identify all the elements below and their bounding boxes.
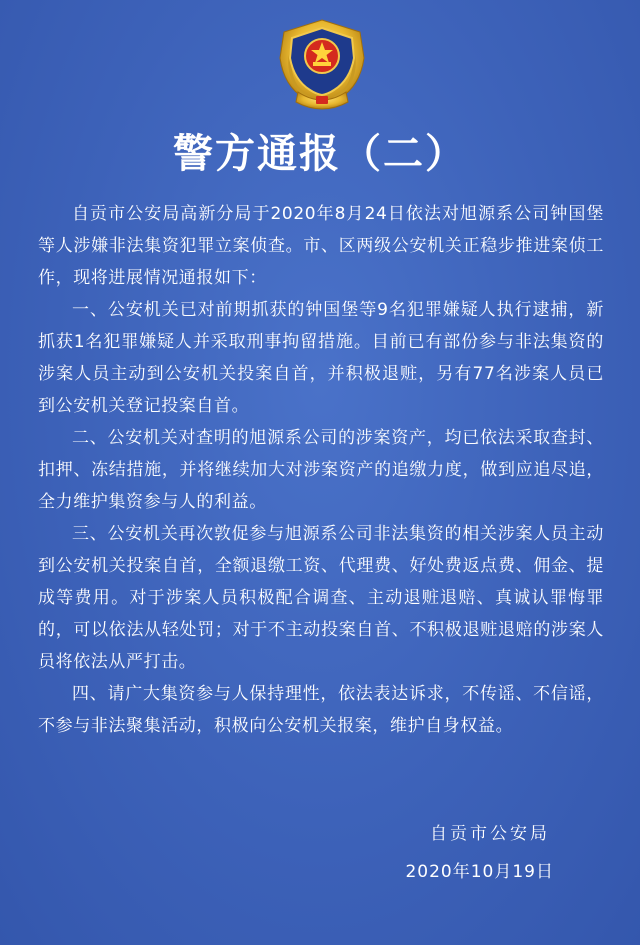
paragraph-item-4: 四、请广大集资参与人保持理性，依法表达诉求，不传谣、不信谣，不参与非法聚集活动，积极向公安机关报案，维护自身权益。 [38, 684, 604, 736]
paragraph-item-3: 三、公安机关再次敦促参与旭源系公司非法集资的相关涉案人员主动到公安机关投案自首，全额退缴工资、代理费、好处费返点费、佣金、提成等费用。对于涉案人员积极配合调查、主动退赃退赔、真诚认罪悔罪的，可以依法从轻处罚；对于不主动投案自首、不积极退赃退赔的涉案人员将依法从严打击。 [38, 524, 604, 672]
paragraph-item-1: 一、公安机关已对前期抓获的钟国堡等9名犯罪嫌疑人执行逮捕，新抓获1名犯罪嫌疑人并采取刑事拘留措施。目前已有部份参与非法集资的涉案人员主动到公安机关投案自首，并积极退赃，另有77名涉案人员已到公安机关登记投案自首。 [38, 300, 604, 416]
paragraph-item-2: 二、公安机关对查明的旭源系公司的涉案资产，均已依法采取查封、扣押、冻结措施，并将继续加大对涉案资产的追缴力度，做到应追尽追，全力维护集资参与人的利益。 [38, 428, 604, 512]
paragraph-intro: 自贡市公安局高新分局于2020年8月24日依法对旭源系公司钟国堡等人涉嫌非法集资犯罪立案侦查。市、区两级公安机关正稳步推进案侦工作，现将进展情况通报如下： [38, 204, 604, 288]
signature-date: 2020年10月19日 [405, 862, 554, 882]
notice-body [38, 198, 604, 742]
notice-title: 警方通报（二） [173, 130, 467, 177]
signature-org: 自贡市公安局 [430, 824, 550, 844]
police-emblem-icon [272, 18, 372, 114]
